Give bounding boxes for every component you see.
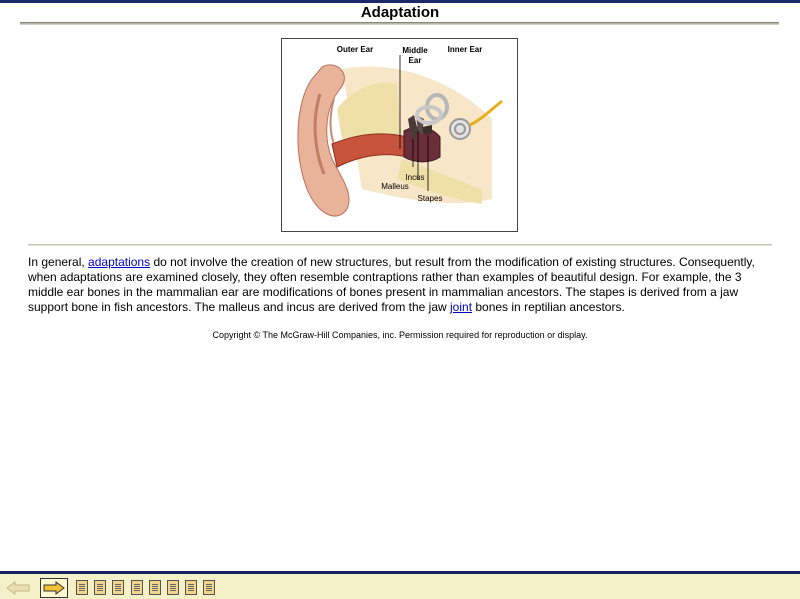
title-divider [20,22,779,25]
page-title: Adaptation [360,4,440,21]
body-paragraph [28,255,773,315]
ear-diagram [282,39,518,232]
ear-anatomy-figure [281,38,518,232]
label-outer-ear: Outer Ear [336,45,374,54]
copyright-notice: Copyright © The McGraw-Hill Companies, inc. Permission required for reproduction or display. [212,330,588,340]
label-inner-ear: Inner Ear [447,45,483,54]
label-middle-ear-2: Ear [408,56,422,65]
page-icon[interactable] [167,580,179,595]
page-icon[interactable] [131,580,143,595]
content-divider [28,244,772,246]
paragraph-text-3: bones in reptilian ancestors. [472,300,625,314]
page-icon[interactable] [185,580,197,595]
back-button[interactable] [3,578,33,598]
label-incus: Incus [405,173,425,182]
forward-arrow-icon [42,580,66,596]
label-malleus: Malleus [381,182,409,191]
label-stapes: Stapes [417,194,443,203]
page-icon[interactable] [203,580,215,595]
paragraph-text-1: In general, [28,255,89,269]
forward-button[interactable] [40,578,68,598]
paragraph-text-2: do not involve the creation of new structures, but result from the modification of existing structures. Consequently, when adaptations are examined closely, they often resemble contraptions rather than examples of beautiful design. For example, the 3 middle ear bones in the mammalian ear are modifications of bones present in mammalian ancestors. The stapes is derived from a jaw support bone in fish ancestors. The malleus and incus are derived from the jaw [28,255,755,314]
joint-link[interactable]: joint [450,300,473,314]
page-icon[interactable] [94,580,106,595]
top-border [0,0,800,3]
navigation-bar [0,571,800,599]
back-arrow-icon [5,580,31,596]
page-icon[interactable] [112,580,124,595]
label-middle-ear-1: Middle [402,46,428,55]
page-icon[interactable] [149,580,161,595]
adaptations-link[interactable]: adaptations [88,255,151,269]
page-icon[interactable] [76,580,88,595]
cochlea [450,119,470,139]
